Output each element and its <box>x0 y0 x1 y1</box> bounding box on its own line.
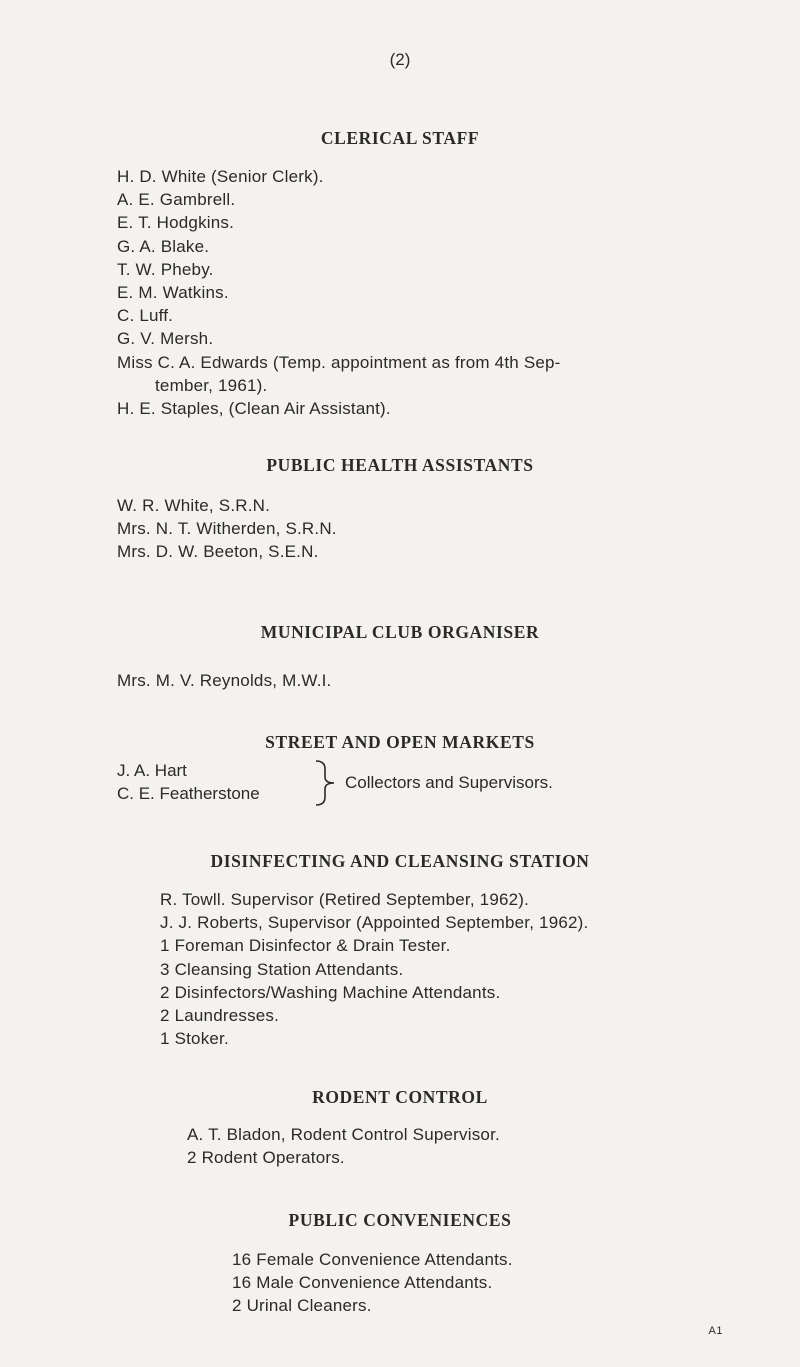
list-item: Mrs. D. W. Beeton, S.E.N. <box>117 542 319 562</box>
list-item: R. Towll. Supervisor (Retired September, 1962). <box>160 890 530 909</box>
list-item: J. A. Hart <box>117 761 187 780</box>
list-item: T. W. Pheby. <box>117 259 214 279</box>
list-item: 2 Disinfectors/Washing Machine Attendants. <box>160 982 501 1002</box>
list-item: E. M. Watkins. <box>117 283 229 303</box>
list-item: 1 Foreman Disinfector & Drain Tester. <box>160 936 451 956</box>
list-item: A. E. Gambrell. <box>117 190 236 210</box>
list-item-continuation: tember, 1961). <box>155 375 268 395</box>
list-item: Mrs. N. T. Witherden, S.R.N. <box>117 519 337 539</box>
municipal-club-organiser-heading: MUNICIPAL CLUB ORGANISER <box>260 622 540 642</box>
clerical-staff-heading: CLERICAL STAFF <box>320 128 480 148</box>
street-and-open-markets-entry <box>117 759 677 809</box>
public-health-assistants-heading: PUBLIC HEALTH ASSISTANTS <box>266 455 534 475</box>
list-item: 16 Male Convenience Attendants. <box>232 1273 493 1293</box>
list-item: H. D. White (Senior Clerk). <box>117 167 324 186</box>
public-conveniences-heading: PUBLIC CONVENIENCES <box>288 1210 512 1230</box>
list-item: Miss C. A. Edwards (Temp. appointment as from 4th Sep- <box>117 352 561 372</box>
public-conveniences-list <box>232 1248 513 1318</box>
list-item: W. R. White, S.R.N. <box>117 496 271 515</box>
clerical-staff-list <box>117 165 561 420</box>
list-item: 1 Stoker. <box>160 1029 229 1049</box>
curly-brace-icon <box>313 759 337 807</box>
collector-role: Collectors and Supervisors. <box>345 773 553 792</box>
signature-mark: A1 <box>708 1325 723 1337</box>
street-and-open-markets-heading: STREET AND OPEN MARKETS <box>265 732 535 752</box>
list-item: Mrs. M. V. Reynolds, M.W.I. <box>117 671 332 690</box>
list-item: C. E. Featherstone <box>117 784 260 803</box>
list-item: H. E. Staples, (Clean Air Assistant). <box>117 399 391 419</box>
disinfecting-station-list <box>160 888 588 1050</box>
list-item: 2 Urinal Cleaners. <box>232 1296 372 1316</box>
public-health-assistants-list <box>117 494 337 564</box>
page-number: (2) <box>389 50 411 69</box>
list-item: C. Luff. <box>117 306 174 326</box>
collector-names <box>117 759 260 805</box>
list-item: 16 Female Convenience Attendants. <box>232 1250 513 1269</box>
list-item: 2 Laundresses. <box>160 1006 280 1026</box>
disinfecting-station-heading: DISINFECTING AND CLEANSING STATION <box>210 851 590 871</box>
rodent-control-list <box>187 1123 500 1169</box>
list-item: E. T. Hodgkins. <box>117 213 235 233</box>
list-item: J. J. Roberts, Supervisor (Appointed September, 1962). <box>160 913 589 933</box>
list-item: G. V. Mersh. <box>117 329 214 349</box>
rodent-control-heading: RODENT CONTROL <box>312 1087 488 1107</box>
list-item: 2 Rodent Operators. <box>187 1148 345 1168</box>
list-item: G. A. Blake. <box>117 236 210 256</box>
municipal-club-organiser-list <box>117 669 331 692</box>
list-item: A. T. Bladon, Rodent Control Supervisor. <box>187 1125 500 1144</box>
list-item: 3 Cleansing Station Attendants. <box>160 959 404 979</box>
